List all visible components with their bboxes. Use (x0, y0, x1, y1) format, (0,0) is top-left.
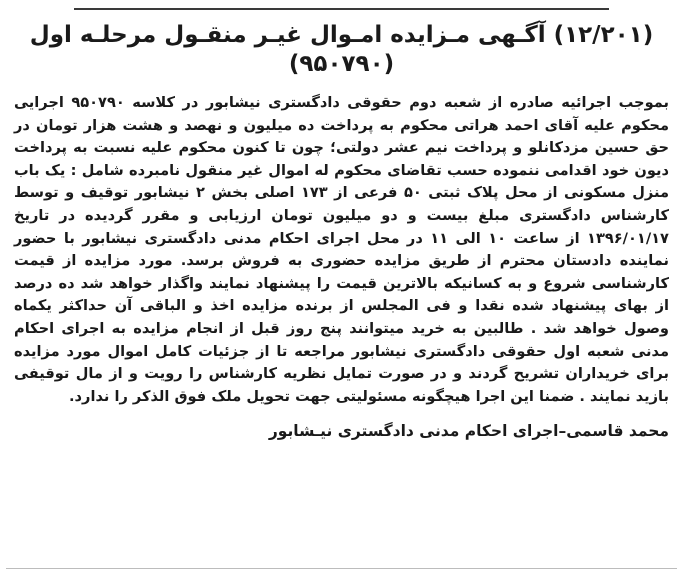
auction-notice (0, 8, 683, 577)
notice-reference-number: (۹۵۰۷۹۰) (288, 51, 395, 77)
notice-title: (۱۲/۲۰۱) آگـهی مـزایده امـوال غیـر منقـول مرحلـه اول (29, 22, 654, 48)
notice-body: بموجب اجرائیه صادره از شعبه دوم حقوقی دادگستری نیشابور در کلاسه ۹۵۰۷۹۰ اجرایی محکوم علیه آقای احمد هراتی محکوم به پرداخت ده میلیون و نهصد و هشت هزار تومان در حق حسین مزدکانلو و پرداخت نیم عشر دولتی؛ چون تا کنون محکوم علیه نسبت به پرداخت دیون خود اقدامی ننموده حسب تقاضای محکوم له اموال غیر منقول نامبرده شامل : یک باب منزل مسکونی از محل پلاک ثبتی ۵۰ فرعی از ۱۷۳ اصلی بخش ۲ نیشابور توقیف و توسط کارشناس دادگستری مبلغ بیست و دو میلیون تومان ارزیابی و مقرر گردیده در تاریخ ۱۳۹۶/۰۱/۱۷ از ساعت ۱۰ الی ۱۱ در محل اجرای احکام مدنی دادگستری نیشابور با حضور نماینده دادستان محترم از طریق مزایده حضوری به فروش برسد. مورد مزایده از قیمت کارشناسی شروع و به کسانیکه بالاترین قیمت را پیشنهاد نمایند واگذار خواهد شد ده درصد از بهای پیشنهاد شده نقدا و فی المجلس از برنده مزایده اخذ و الباقی آن حداکثر یکماه وصول خواهد شد . طالبین به خرید میتوانند پنج روز قبل از انجام مزایده به اجرای احکام مدنی شعبه اول حقوقی دادگستری نیشابور مراجعه تا از جزئیات کامل اموال مورد مزایده برای خریداران تشریح گردند و در صورت تمایل نظریه کارشناس را رویت و از مال توقیفی بازید نمایند . ضمنا این اجرا هیچگونه مسئولیتی جهت تحویل ملک فوق الذکر را ندارد. (14, 94, 669, 405)
top-divider (74, 8, 609, 10)
notice-signature: محمد قاسمی–اجرای احکام مدنی دادگستری نیـشابور (268, 422, 669, 441)
